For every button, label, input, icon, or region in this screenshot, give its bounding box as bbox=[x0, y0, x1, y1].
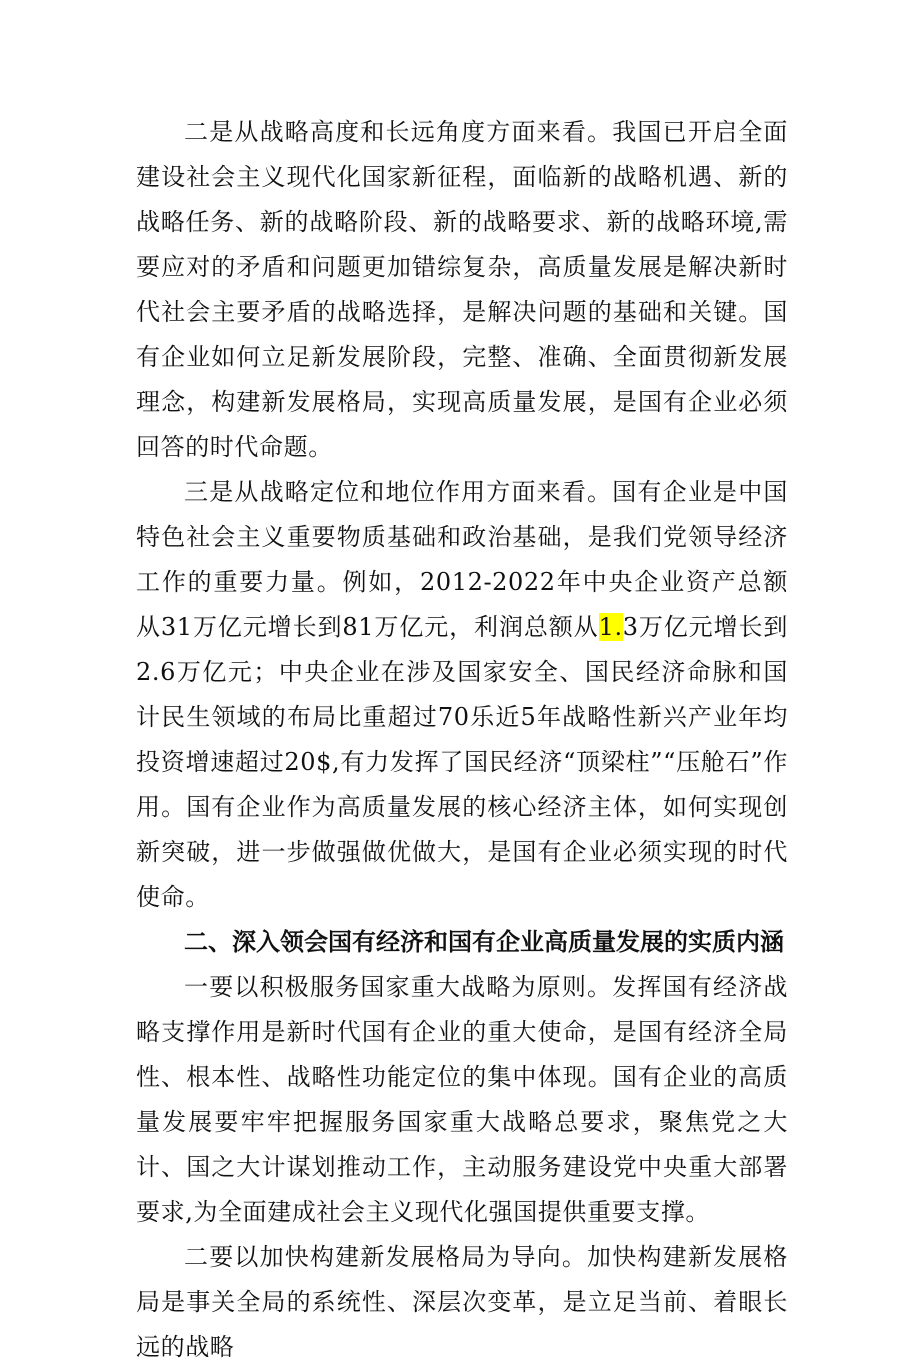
highlighted-text: 1. bbox=[598, 613, 623, 641]
paragraph-text-segment: 3万亿元增长到2.6万亿元；中央企业在涉及国家安全、国民经济命脉和国计民生领域的布局比重超过70乐近5年战略性新兴产业年均投资增速超过20$,有力发挥了国民经济“顶梁柱”“压舱石”作用。国有企业作为高质量发展的核心经济主体，如何实现创新突破，进一步做强做优做大，是国有企业必须实现的时代使命。 bbox=[136, 613, 788, 911]
document-page bbox=[136, 110, 788, 1370]
paragraph-new-development-pattern: 二要以加快构建新发展格局为导向。加快构建新发展格局是事关全局的系统性、深层次变革，是立足当前、着眼长远的战略 bbox=[136, 1243, 788, 1361]
paragraph-serve-national-strategy: 一要以积极服务国家重大战略为原则。发挥国有经济战略支撑作用是新时代国有企业的重大使命，是国有经济全局性、根本性、战略性功能定位的集中体现。国有企业的高质量发展要牢牢把握服务国家重大战略总要求，聚焦党之大计、国之大计谋划推动工作，主动服务建设党中央重大部署要求,为全面建成社会主义现代化强国提供重要支撑。 bbox=[136, 973, 788, 1226]
paragraph-strategic-height: 二是从战略高度和长远角度方面来看。我国已开启全面建设社会主义现代化国家新征程，面临新的战略机遇、新的战略任务、新的战略阶段、新的战略要求、新的战略环境,需要应对的矛盾和问题更加错综复杂，高质量发展是解决新时代社会主要矛盾的战略选择，是解决问题的基础和关键。国有企业如何立足新发展阶段，完整、准确、全面贯彻新发展理念，构建新发展格局，实现高质量发展，是国有企业必须回答的时代命题。 bbox=[136, 118, 788, 461]
paragraph-strategic-position bbox=[136, 470, 788, 920]
paragraph-text-segment: 三是从战略定位和地位作用方面来看。国有企业是中国特色社会主义重要物质基础和政治基础，是我们党领导经济工作的重要力量。例如，2012-2022年中央企业资产总额从31万亿元增长到81万亿元，利润总额从 bbox=[136, 478, 788, 641]
section-heading: 二、深入领会国有经济和国有企业高质量发展的实质内涵 bbox=[184, 928, 784, 956]
